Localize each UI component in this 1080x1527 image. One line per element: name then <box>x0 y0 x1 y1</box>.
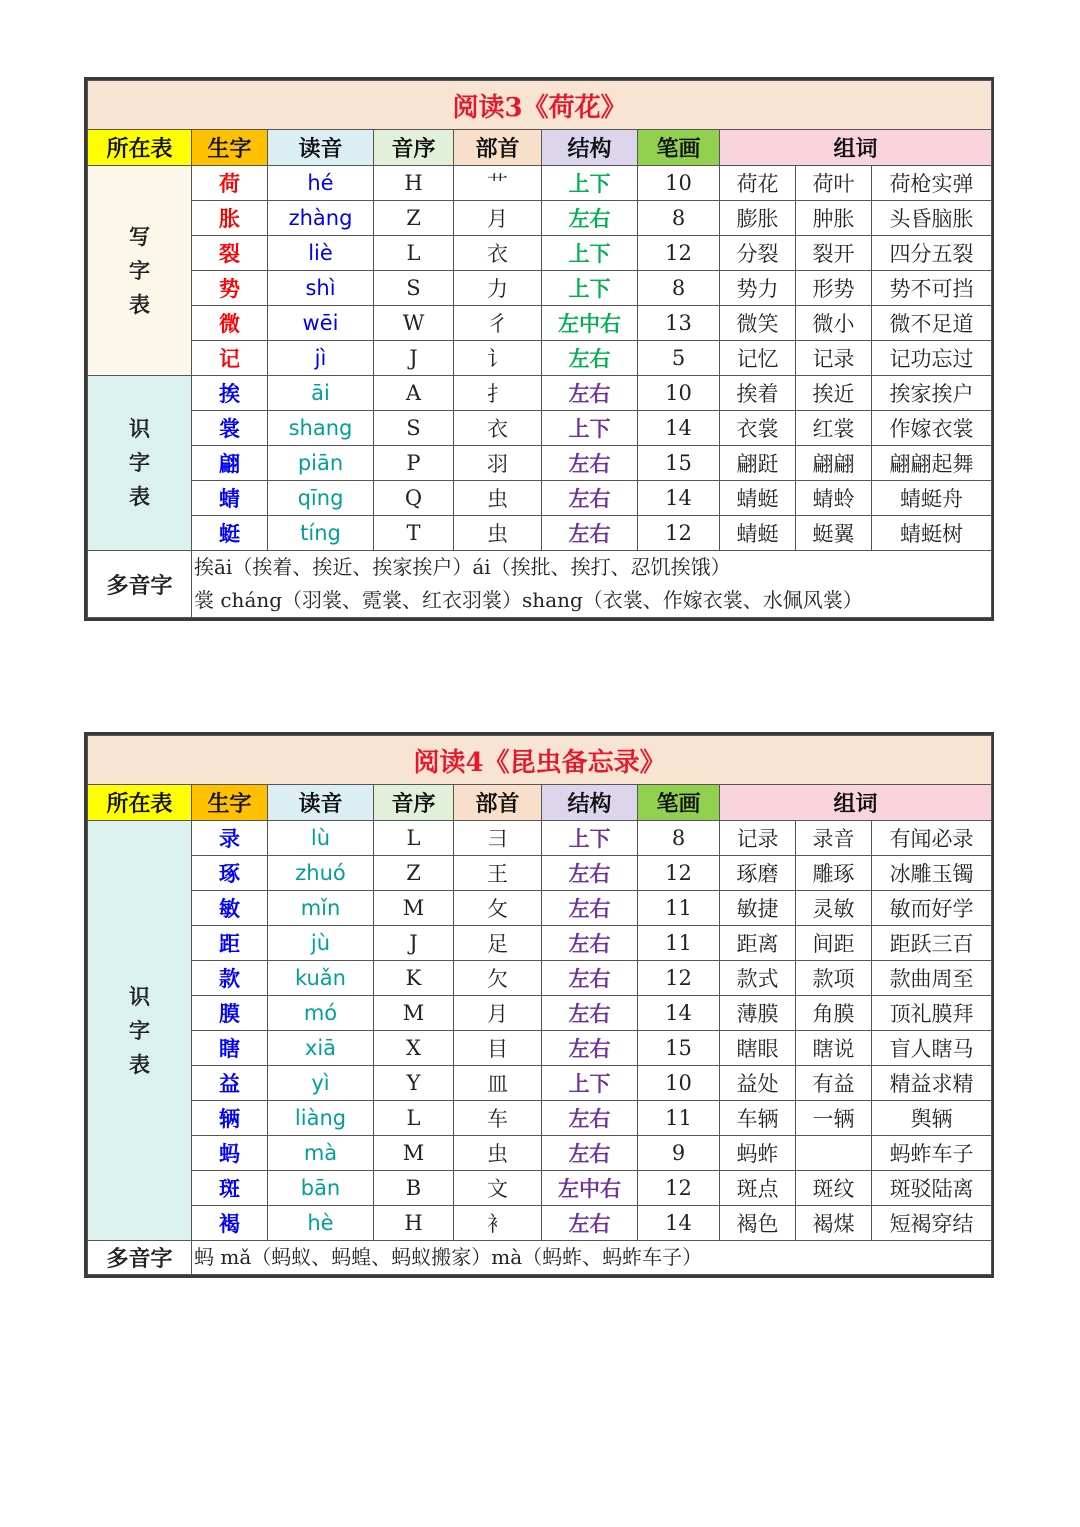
polyphone-row <box>88 1241 992 1275</box>
word-cell: 记录 <box>720 821 796 856</box>
structure-cell: 左右 <box>542 996 638 1031</box>
header-pinyin: 读音 <box>268 130 374 166</box>
table-row <box>88 516 992 551</box>
word-cell: 距跃三百 <box>872 926 992 961</box>
table-row <box>88 1171 992 1206</box>
group-label <box>88 166 192 376</box>
word-cell: 舆辆 <box>872 1101 992 1136</box>
reading-3-table <box>84 77 994 621</box>
word-cell: 灵敏 <box>796 891 872 926</box>
word-cell: 距离 <box>720 926 796 961</box>
pinyin-cell: mà <box>268 1136 374 1171</box>
word-cell: 挨近 <box>796 376 872 411</box>
radical-cell: 月 <box>454 996 542 1031</box>
table-row <box>88 341 992 376</box>
header-radical: 部首 <box>454 130 542 166</box>
radical-cell: 月 <box>454 201 542 236</box>
strokes-cell: 15 <box>638 446 720 481</box>
radical-cell: 攵 <box>454 891 542 926</box>
strokes-cell: 10 <box>638 166 720 201</box>
character-cell: 记 <box>192 341 268 376</box>
character-cell: 裂 <box>192 236 268 271</box>
word-cell: 瞎说 <box>796 1031 872 1066</box>
strokes-cell: 14 <box>638 1206 720 1241</box>
structure-cell: 左右 <box>542 481 638 516</box>
character-cell: 录 <box>192 821 268 856</box>
word-cell: 膨胀 <box>720 201 796 236</box>
header-phonetic-order: 音序 <box>374 785 454 821</box>
word-cell: 翩翩起舞 <box>872 446 992 481</box>
table-title: 阅读3《荷花》 <box>88 81 992 130</box>
pinyin-cell: jì <box>268 341 374 376</box>
word-cell: 褐煤 <box>796 1206 872 1241</box>
character-cell: 蜻 <box>192 481 268 516</box>
table-row <box>88 236 992 271</box>
radical-cell: 彳 <box>454 306 542 341</box>
word-cell: 微笑 <box>720 306 796 341</box>
phonetic-order-cell: A <box>374 376 454 411</box>
radical-cell: 王 <box>454 856 542 891</box>
word-cell: 蜻蜓舟 <box>872 481 992 516</box>
structure-cell: 左中右 <box>542 1171 638 1206</box>
radical-cell: 文 <box>454 1171 542 1206</box>
polyphone-line: 蚂 mǎ（蚂蚁、蚂蝗、蚂蚁搬家）mà（蚂蚱、蚂蚱车子） <box>194 1245 703 1269</box>
character-cell: 蚂 <box>192 1136 268 1171</box>
strokes-cell: 8 <box>638 271 720 306</box>
pinyin-cell: liàng <box>268 1101 374 1136</box>
word-cell: 敏捷 <box>720 891 796 926</box>
word-cell: 角膜 <box>796 996 872 1031</box>
strokes-cell: 12 <box>638 961 720 996</box>
character-cell: 款 <box>192 961 268 996</box>
character-cell: 蜓 <box>192 516 268 551</box>
phonetic-order-cell: H <box>374 1206 454 1241</box>
phonetic-order-cell: K <box>374 961 454 996</box>
radical-cell: 力 <box>454 271 542 306</box>
polyphone-text <box>192 551 992 618</box>
word-cell: 蜻蜓树 <box>872 516 992 551</box>
polyphone-line: 裳 cháng（羽裳、霓裳、红衣羽裳）shang（衣裳、作嫁衣裳、水佩风裳） <box>194 588 863 612</box>
header-character: 生字 <box>192 130 268 166</box>
word-cell: 挨着 <box>720 376 796 411</box>
word-cell: 盲人瞎马 <box>872 1031 992 1066</box>
table-title: 阅读4《昆虫备忘录》 <box>88 736 992 785</box>
strokes-cell: 10 <box>638 1066 720 1101</box>
radical-cell: 彐 <box>454 821 542 856</box>
character-cell: 距 <box>192 926 268 961</box>
group-label-text: 写字表 <box>129 223 150 317</box>
radical-cell: 艹 <box>454 166 542 201</box>
word-cell: 势力 <box>720 271 796 306</box>
character-cell: 胀 <box>192 201 268 236</box>
strokes-cell: 8 <box>638 201 720 236</box>
strokes-cell: 5 <box>638 341 720 376</box>
header-pinyin: 读音 <box>268 785 374 821</box>
phonetic-order-cell: B <box>374 1171 454 1206</box>
strokes-cell: 12 <box>638 1171 720 1206</box>
table-row <box>88 1031 992 1066</box>
header-character: 生字 <box>192 785 268 821</box>
word-cell: 琢磨 <box>720 856 796 891</box>
table-row <box>88 411 992 446</box>
phonetic-order-cell: Z <box>374 856 454 891</box>
word-cell: 裂开 <box>796 236 872 271</box>
word-cell: 敏而好学 <box>872 891 992 926</box>
strokes-cell: 10 <box>638 376 720 411</box>
word-cell: 瞎眼 <box>720 1031 796 1066</box>
phonetic-order-cell: P <box>374 446 454 481</box>
word-cell: 顶礼膜拜 <box>872 996 992 1031</box>
structure-cell: 左右 <box>542 856 638 891</box>
word-cell: 肿胀 <box>796 201 872 236</box>
pinyin-cell: shì <box>268 271 374 306</box>
radical-cell: 扌 <box>454 376 542 411</box>
strokes-cell: 11 <box>638 926 720 961</box>
word-cell: 四分五裂 <box>872 236 992 271</box>
vocab-table-1 <box>87 80 992 618</box>
group-label-text: 识字表 <box>129 983 150 1077</box>
character-cell: 敏 <box>192 891 268 926</box>
word-cell: 蜻蜓 <box>720 516 796 551</box>
radical-cell: 衣 <box>454 411 542 446</box>
header-radical: 部首 <box>454 785 542 821</box>
word-cell: 挨家挨户 <box>872 376 992 411</box>
header-table: 所在表 <box>88 785 192 821</box>
phonetic-order-cell: L <box>374 236 454 271</box>
header-row <box>88 785 992 821</box>
structure-cell: 上下 <box>542 411 638 446</box>
character-cell: 微 <box>192 306 268 341</box>
header-words: 组词 <box>720 785 992 821</box>
table-row <box>88 961 992 996</box>
word-cell: 有闻必录 <box>872 821 992 856</box>
phonetic-order-cell: M <box>374 1136 454 1171</box>
strokes-cell: 9 <box>638 1136 720 1171</box>
character-cell: 瞎 <box>192 1031 268 1066</box>
pinyin-cell: shang <box>268 411 374 446</box>
word-cell: 蜻蛉 <box>796 481 872 516</box>
word-cell: 款式 <box>720 961 796 996</box>
polyphone-label: 多音字 <box>88 1241 192 1275</box>
character-cell: 褐 <box>192 1206 268 1241</box>
pinyin-cell: mó <box>268 996 374 1031</box>
structure-cell: 左右 <box>542 1136 638 1171</box>
strokes-cell: 14 <box>638 481 720 516</box>
word-cell: 作嫁衣裳 <box>872 411 992 446</box>
table-row <box>88 996 992 1031</box>
radical-cell: 足 <box>454 926 542 961</box>
phonetic-order-cell: Q <box>374 481 454 516</box>
table-row <box>88 166 992 201</box>
pinyin-cell: qīng <box>268 481 374 516</box>
pinyin-cell: hè <box>268 1206 374 1241</box>
table-row <box>88 446 992 481</box>
header-structure: 结构 <box>542 785 638 821</box>
polyphone-line: 挨āi（挨着、挨近、挨家挨户）ái（挨批、挨打、忍饥挨饿） <box>194 555 731 579</box>
phonetic-order-cell: W <box>374 306 454 341</box>
table-row <box>88 856 992 891</box>
table-row <box>88 201 992 236</box>
vocab-table-2 <box>87 735 992 1275</box>
structure-cell: 左右 <box>542 446 638 481</box>
pinyin-cell: mǐn <box>268 891 374 926</box>
word-cell: 形势 <box>796 271 872 306</box>
table-row <box>88 1101 992 1136</box>
word-cell: 翩翩 <box>796 446 872 481</box>
pinyin-cell: jù <box>268 926 374 961</box>
structure-cell: 上下 <box>542 271 638 306</box>
radical-cell: 目 <box>454 1031 542 1066</box>
structure-cell: 上下 <box>542 236 638 271</box>
word-cell: 分裂 <box>720 236 796 271</box>
radical-cell: 羽 <box>454 446 542 481</box>
word-cell: 荷叶 <box>796 166 872 201</box>
header-structure: 结构 <box>542 130 638 166</box>
radical-cell: 衤 <box>454 1206 542 1241</box>
character-cell: 荷 <box>192 166 268 201</box>
radical-cell: 虫 <box>454 481 542 516</box>
structure-cell: 左右 <box>542 201 638 236</box>
radical-cell: 衣 <box>454 236 542 271</box>
word-cell: 记录 <box>796 341 872 376</box>
phonetic-order-cell: J <box>374 926 454 961</box>
strokes-cell: 14 <box>638 996 720 1031</box>
strokes-cell: 8 <box>638 821 720 856</box>
table-row <box>88 306 992 341</box>
phonetic-order-cell: J <box>374 341 454 376</box>
strokes-cell: 11 <box>638 891 720 926</box>
strokes-cell: 12 <box>638 236 720 271</box>
pinyin-cell: piān <box>268 446 374 481</box>
strokes-cell: 12 <box>638 856 720 891</box>
radical-cell: 虫 <box>454 1136 542 1171</box>
radical-cell: 讠 <box>454 341 542 376</box>
word-cell: 头昏脑胀 <box>872 201 992 236</box>
word-cell: 短褐穿结 <box>872 1206 992 1241</box>
word-cell: 款项 <box>796 961 872 996</box>
strokes-cell: 15 <box>638 1031 720 1066</box>
word-cell: 微小 <box>796 306 872 341</box>
word-cell: 斑点 <box>720 1171 796 1206</box>
word-cell: 精益求精 <box>872 1066 992 1101</box>
pinyin-cell: wēi <box>268 306 374 341</box>
table-row <box>88 1136 992 1171</box>
strokes-cell: 14 <box>638 411 720 446</box>
word-cell: 款曲周至 <box>872 961 992 996</box>
structure-cell: 上下 <box>542 821 638 856</box>
character-cell: 翩 <box>192 446 268 481</box>
structure-cell: 左右 <box>542 1031 638 1066</box>
structure-cell: 左右 <box>542 1206 638 1241</box>
word-cell: 翩跹 <box>720 446 796 481</box>
phonetic-order-cell: L <box>374 821 454 856</box>
strokes-cell: 11 <box>638 1101 720 1136</box>
header-words: 组词 <box>720 130 992 166</box>
radical-cell: 虫 <box>454 516 542 551</box>
pinyin-cell: yì <box>268 1066 374 1101</box>
word-cell: 蜓翼 <box>796 516 872 551</box>
phonetic-order-cell: M <box>374 996 454 1031</box>
pinyin-cell: xiā <box>268 1031 374 1066</box>
word-cell: 微不足道 <box>872 306 992 341</box>
pinyin-cell: lù <box>268 821 374 856</box>
radical-cell: 皿 <box>454 1066 542 1101</box>
word-cell: 录音 <box>796 821 872 856</box>
structure-cell: 左右 <box>542 341 638 376</box>
character-cell: 琢 <box>192 856 268 891</box>
word-cell: 雕琢 <box>796 856 872 891</box>
radical-cell: 车 <box>454 1101 542 1136</box>
table-row <box>88 1206 992 1241</box>
character-cell: 挨 <box>192 376 268 411</box>
word-cell: 益处 <box>720 1066 796 1101</box>
word-cell: 记忆 <box>720 341 796 376</box>
structure-cell: 左右 <box>542 891 638 926</box>
table-row <box>88 926 992 961</box>
header-table: 所在表 <box>88 130 192 166</box>
character-cell: 势 <box>192 271 268 306</box>
word-cell: 蚂蚱 <box>720 1136 796 1171</box>
header-phonetic-order: 音序 <box>374 130 454 166</box>
phonetic-order-cell: L <box>374 1101 454 1136</box>
group-label-text: 识字表 <box>129 416 150 509</box>
phonetic-order-cell: T <box>374 516 454 551</box>
pinyin-cell: āi <box>268 376 374 411</box>
character-cell: 辆 <box>192 1101 268 1136</box>
table-row <box>88 821 992 856</box>
word-cell: 有益 <box>796 1066 872 1101</box>
radical-cell: 欠 <box>454 961 542 996</box>
phonetic-order-cell: Z <box>374 201 454 236</box>
word-cell: 蜻蜓 <box>720 481 796 516</box>
structure-cell: 上下 <box>542 1066 638 1101</box>
phonetic-order-cell: S <box>374 271 454 306</box>
word-cell: 间距 <box>796 926 872 961</box>
group-label <box>88 376 192 551</box>
header-strokes: 笔画 <box>638 130 720 166</box>
character-cell: 裳 <box>192 411 268 446</box>
phonetic-order-cell: S <box>374 411 454 446</box>
polyphone-label: 多音字 <box>88 551 192 618</box>
phonetic-order-cell: H <box>374 166 454 201</box>
word-cell: 薄膜 <box>720 996 796 1031</box>
strokes-cell: 13 <box>638 306 720 341</box>
phonetic-order-cell: M <box>374 891 454 926</box>
word-cell: 势不可挡 <box>872 271 992 306</box>
structure-cell: 左右 <box>542 961 638 996</box>
pinyin-cell: tíng <box>268 516 374 551</box>
character-cell: 膜 <box>192 996 268 1031</box>
word-cell: 斑驳陆离 <box>872 1171 992 1206</box>
word-cell: 车辆 <box>720 1101 796 1136</box>
structure-cell: 左右 <box>542 516 638 551</box>
word-cell: 褐色 <box>720 1206 796 1241</box>
word-cell: 荷花 <box>720 166 796 201</box>
word-cell: 一辆 <box>796 1101 872 1136</box>
word-cell: 冰雕玉镯 <box>872 856 992 891</box>
pinyin-cell: zhuó <box>268 856 374 891</box>
strokes-cell: 12 <box>638 516 720 551</box>
word-cell: 斑纹 <box>796 1171 872 1206</box>
word-cell: 蚂蚱车子 <box>872 1136 992 1171</box>
table-row <box>88 481 992 516</box>
reading-4-table <box>84 732 994 1278</box>
structure-cell: 左右 <box>542 926 638 961</box>
table-row <box>88 376 992 411</box>
phonetic-order-cell: X <box>374 1031 454 1066</box>
word-cell: 红裳 <box>796 411 872 446</box>
word-cell <box>796 1136 872 1171</box>
character-cell: 益 <box>192 1066 268 1101</box>
header-strokes: 笔画 <box>638 785 720 821</box>
table-row <box>88 271 992 306</box>
character-cell: 斑 <box>192 1171 268 1206</box>
word-cell: 荷枪实弹 <box>872 166 992 201</box>
pinyin-cell: liè <box>268 236 374 271</box>
group-label <box>88 821 192 1241</box>
polyphone-text <box>192 1241 992 1275</box>
phonetic-order-cell: Y <box>374 1066 454 1101</box>
structure-cell: 左右 <box>542 1101 638 1136</box>
header-row <box>88 130 992 166</box>
pinyin-cell: hé <box>268 166 374 201</box>
word-cell: 记功忘过 <box>872 341 992 376</box>
word-cell: 衣裳 <box>720 411 796 446</box>
table-row <box>88 1066 992 1101</box>
structure-cell: 上下 <box>542 166 638 201</box>
pinyin-cell: bān <box>268 1171 374 1206</box>
polyphone-row <box>88 551 992 618</box>
structure-cell: 左中右 <box>542 306 638 341</box>
structure-cell: 左右 <box>542 376 638 411</box>
pinyin-cell: kuǎn <box>268 961 374 996</box>
table-row <box>88 891 992 926</box>
pinyin-cell: zhàng <box>268 201 374 236</box>
